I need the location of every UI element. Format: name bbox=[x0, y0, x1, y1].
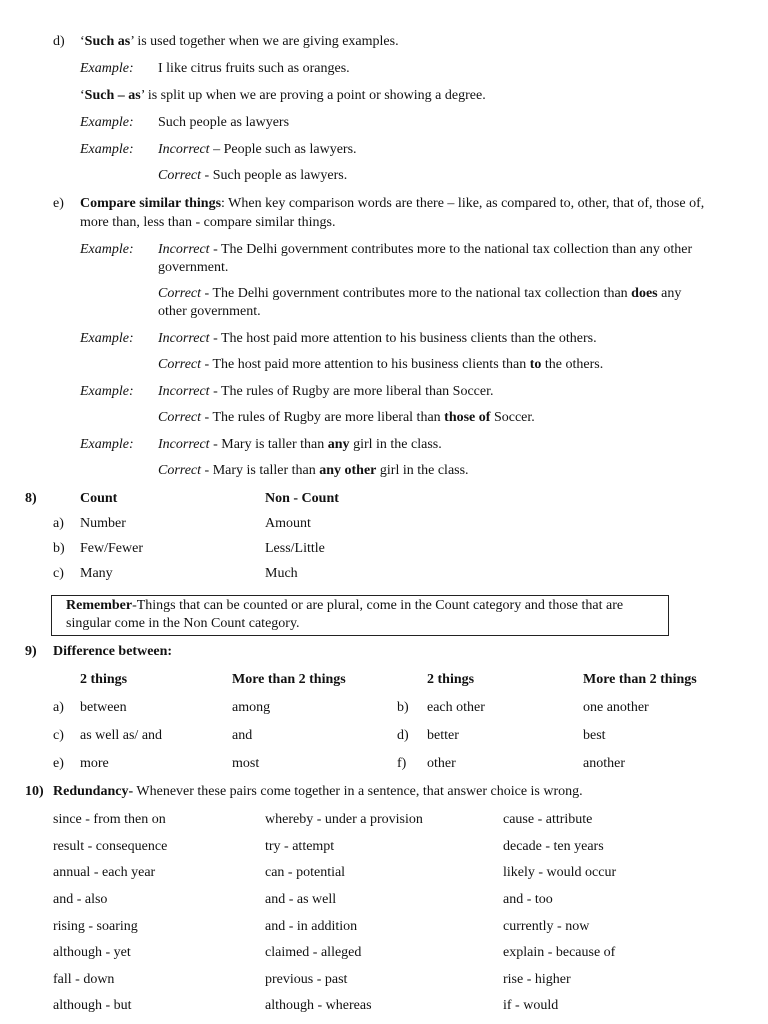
example-label: Example: bbox=[80, 142, 134, 157]
redundant-pair: claimed - alleged bbox=[265, 945, 362, 960]
redundant-pair: try - attempt bbox=[265, 839, 335, 854]
section-number: 8) bbox=[25, 491, 37, 506]
redundant-pair: and - in addition bbox=[265, 919, 358, 934]
example-correct-cont: other government. bbox=[158, 304, 261, 319]
redundant-pair: fall - down bbox=[53, 972, 115, 987]
redundant-pair: annual - each year bbox=[53, 865, 156, 880]
redundant-pair: likely - would occur bbox=[503, 865, 617, 880]
redundant-pair: since - from then on bbox=[53, 812, 166, 827]
example-incorrect: Incorrect – People such as lawyers. bbox=[158, 142, 357, 157]
count-word: Number bbox=[80, 516, 126, 531]
example-correct: Correct - The Delhi government contributes more to the national tax collection than does any bbox=[158, 286, 682, 301]
column-header: 2 things bbox=[427, 672, 475, 687]
compare-rule-line1: Compare similar things: When key comparison words are there – like, as compared to, other, that of, those of, bbox=[80, 196, 705, 211]
redundant-pair: cause - attribute bbox=[503, 812, 593, 827]
noncount-word: Less/Little bbox=[265, 541, 325, 556]
section-number: 10) bbox=[25, 784, 44, 799]
item-marker: d) bbox=[53, 34, 65, 49]
example-incorrect: Incorrect - The host paid more attention to his business clients than the others. bbox=[158, 331, 597, 346]
column-header: 2 things bbox=[80, 672, 128, 687]
noncount-word: Much bbox=[265, 566, 298, 581]
column-header: More than 2 things bbox=[232, 672, 346, 687]
cell: as well as/ and bbox=[80, 728, 163, 743]
row-marker: b) bbox=[53, 541, 65, 556]
row-marker: c) bbox=[53, 566, 64, 581]
example-incorrect: Incorrect - The rules of Rugby are more liberal than Soccer. bbox=[158, 384, 494, 399]
row-marker: a) bbox=[53, 516, 64, 531]
example-correct: Correct - The rules of Rugby are more liberal than those of Soccer. bbox=[158, 410, 535, 425]
such-as-rule: ‘Such as’ is used together when we are giving examples. bbox=[80, 34, 399, 49]
row-marker: c) bbox=[53, 728, 64, 743]
row-marker: b) bbox=[397, 700, 409, 715]
redundancy-rule: Redundancy- Whenever these pairs come together in a sentence, that answer choice is wrong. bbox=[53, 784, 583, 799]
example-correct: Correct - Mary is taller than any other girl in the class. bbox=[158, 463, 469, 478]
redundant-pair: whereby - under a provision bbox=[265, 812, 423, 827]
example-label: Example: bbox=[80, 384, 134, 399]
remember-line2: singular come in the Non Count category. bbox=[66, 616, 300, 631]
cell: one another bbox=[583, 700, 649, 715]
redundant-pair: although - yet bbox=[53, 945, 131, 960]
redundant-pair: result - consequence bbox=[53, 839, 168, 854]
redundant-pair: if - would bbox=[503, 998, 559, 1013]
redundant-pair: decade - ten years bbox=[503, 839, 604, 854]
redundant-pair: explain - because of bbox=[503, 945, 616, 960]
section-title: Difference between: bbox=[53, 644, 173, 659]
row-marker: d) bbox=[397, 728, 409, 743]
count-word: Many bbox=[80, 566, 113, 581]
example-incorrect-cont: government. bbox=[158, 260, 229, 275]
count-word: Few/Fewer bbox=[80, 541, 143, 556]
redundant-pair: although - whereas bbox=[265, 998, 372, 1013]
redundant-pair: and - as well bbox=[265, 892, 337, 907]
column-header-count: Count bbox=[80, 491, 118, 506]
column-header: More than 2 things bbox=[583, 672, 697, 687]
example-correct: Correct - Such people as lawyers. bbox=[158, 168, 348, 183]
redundant-pair: and - also bbox=[53, 892, 108, 907]
cell: more bbox=[80, 756, 109, 771]
section-number: 9) bbox=[25, 644, 37, 659]
cell: best bbox=[583, 728, 606, 743]
redundant-pair: previous - past bbox=[265, 972, 348, 987]
example-correct: Correct - The host paid more attention to his business clients than to the others. bbox=[158, 357, 604, 372]
compare-rule-line2: more than, less than - compare similar things. bbox=[80, 215, 336, 230]
cell: and bbox=[232, 728, 253, 743]
cell: each other bbox=[427, 700, 485, 715]
redundant-pair: rise - higher bbox=[503, 972, 571, 987]
noncount-word: Amount bbox=[265, 516, 311, 531]
redundant-pair: rising - soaring bbox=[53, 919, 138, 934]
redundant-pair: can - potential bbox=[265, 865, 346, 880]
remember-note-box bbox=[51, 595, 669, 636]
example-label: Example: bbox=[80, 115, 134, 130]
example-label: Example: bbox=[80, 437, 134, 452]
cell: most bbox=[232, 756, 260, 771]
cell: better bbox=[427, 728, 459, 743]
item-marker: e) bbox=[53, 196, 64, 211]
example-label: Example: bbox=[80, 242, 134, 257]
cell: among bbox=[232, 700, 271, 715]
example-text: I like citrus fruits such as oranges. bbox=[158, 61, 350, 76]
remember-line1: Remember-Things that can be counted or are plural, come in the Count category and those that are bbox=[66, 598, 624, 613]
cell: between bbox=[80, 700, 127, 715]
redundant-pair: and - too bbox=[503, 892, 553, 907]
column-header-noncount: Non - Count bbox=[265, 491, 339, 506]
redundant-pair: although - but bbox=[53, 998, 132, 1013]
example-label: Example: bbox=[80, 61, 134, 76]
cell: another bbox=[583, 756, 625, 771]
example-incorrect: Incorrect - The Delhi government contributes more to the national tax collection than any other bbox=[158, 242, 693, 257]
redundant-pair: currently - now bbox=[503, 919, 590, 934]
such-as-split-rule: ‘Such – as’ is split up when we are proving a point or showing a degree. bbox=[80, 88, 486, 103]
row-marker: f) bbox=[397, 756, 407, 771]
row-marker: e) bbox=[53, 756, 64, 771]
cell: other bbox=[427, 756, 456, 771]
example-label: Example: bbox=[80, 331, 134, 346]
example-text: Such people as lawyers bbox=[158, 115, 290, 130]
example-incorrect: Incorrect - Mary is taller than any girl in the class. bbox=[158, 437, 442, 452]
row-marker: a) bbox=[53, 700, 64, 715]
